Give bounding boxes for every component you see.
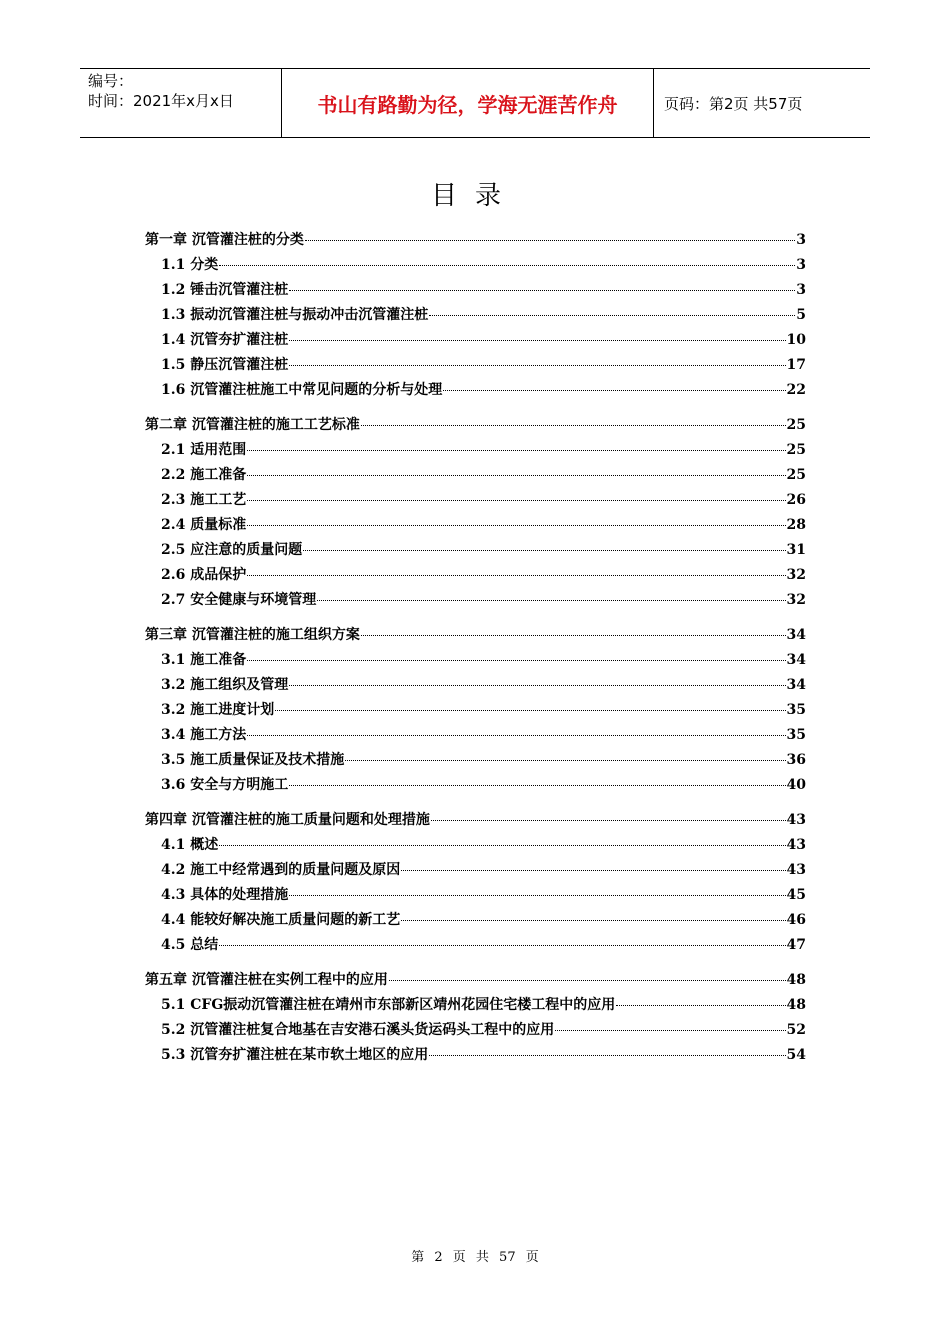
toc-section-entry[interactable] [145,489,806,514]
toc-entry-page: 36 [786,752,806,768]
toc-leader-dots [219,265,795,266]
toc-section-entry[interactable] [145,329,806,354]
toc-entry-label: 2.4 质量标准 [161,517,247,533]
toc-entry-page: 28 [786,517,806,533]
toc-chapter-entry[interactable] [145,809,806,834]
toc-section-entry[interactable] [145,724,806,749]
toc-leader-dots [389,980,786,981]
toc-entry-label: 1.5 静压沉管灌注桩 [161,357,289,373]
toc-leader-dots [443,390,785,391]
toc-leader-dots [429,315,795,316]
toc-section-entry[interactable] [145,674,806,699]
toc-entry-page: 52 [786,1022,806,1038]
toc-entry-label: 1.1 分类 [161,257,219,273]
toc-entry-page: 26 [786,492,806,508]
toc-section-entry[interactable] [145,699,806,724]
toc-section-entry[interactable] [145,304,806,329]
toc-leader-dots [247,660,785,661]
page-footer: 第 2 页 共 57 页 [411,1250,539,1265]
toc-section-entry[interactable] [145,439,806,464]
toc-section-entry[interactable] [145,464,806,489]
toc-entry-page: 48 [786,972,806,988]
toc-section-entry[interactable] [145,279,806,304]
toc-chapter-entry[interactable] [145,969,806,994]
toc-section-entry[interactable] [145,1019,806,1044]
toc-leader-dots [317,600,785,601]
header-page-info: 页码：第2页 共57页 [664,94,803,113]
toc-entry-label: 2.3 施工工艺 [161,492,247,508]
toc-leader-dots [247,450,785,451]
toc-section-entry[interactable] [145,589,806,614]
toc-leader-dots [303,550,785,551]
toc-leader-dots [289,340,785,341]
toc-entry-page: 10 [786,332,806,348]
toc-section-entry[interactable] [145,354,806,379]
toc-entry-label: 4.1 概述 [161,837,219,853]
toc-section-entry[interactable] [145,254,806,279]
toc-leader-dots [275,710,785,711]
toc-leader-dots [219,945,785,946]
toc-leader-dots [247,575,785,576]
header-meta [80,69,282,137]
toc-leader-dots [247,475,785,476]
toc-leader-dots [289,895,785,896]
toc-leader-dots [289,785,785,786]
toc-section-entry[interactable] [145,834,806,859]
toc-leader-dots [247,735,785,736]
toc-entry-page: 35 [786,727,806,743]
toc-entry-page: 25 [786,442,806,458]
toc-entry-page: 46 [786,912,806,928]
toc-entry-label: 第一章 沉管灌注桩的分类 [145,232,304,248]
toc-entry-label: 1.4 沉管夯扩灌注桩 [161,332,289,348]
toc-leader-dots [345,760,785,761]
toc-entry-label: 1.2 锤击沉管灌注桩 [161,282,289,298]
toc-leader-dots [429,1055,785,1056]
toc-entry-label: 第三章 沉管灌注桩的施工组织方案 [145,627,360,643]
toc-entry-page: 47 [786,937,806,953]
toc-entry-page: 32 [786,567,806,583]
toc-entry-page: 34 [786,627,806,643]
toc-entry-page: 3 [796,282,806,298]
toc-section-entry[interactable] [145,1044,806,1069]
toc-entry-label: 3.2 施工组织及管理 [161,677,289,693]
toc-entry-page: 25 [786,417,806,433]
toc-entry-label: 2.6 成品保护 [161,567,247,583]
toc-section-entry[interactable] [145,649,806,674]
toc-section-entry[interactable] [145,909,806,934]
toc-entry-label: 1.6 沉管灌注桩施工中常见问题的分析与处理 [161,382,443,398]
date-label: 时间：2021年x月x日 [88,92,234,110]
toc-entry-label: 第五章 沉管灌注桩在实例工程中的应用 [145,972,388,988]
toc-leader-dots [401,920,785,921]
header-motto: 书山有路勤为径，学海无涯苦作舟 [282,69,654,137]
toc-entry-label: 3.4 施工方法 [161,727,247,743]
toc-entry-page: 5 [796,307,806,323]
toc-chapter-entry[interactable] [145,624,806,649]
toc-entry-page: 34 [786,677,806,693]
toc-entry-label: 1.3 振动沉管灌注桩与振动冲击沉管灌注桩 [161,307,429,323]
toc-section-entry[interactable] [145,934,806,959]
toc-entry-page: 25 [786,467,806,483]
toc-section-entry[interactable] [145,539,806,564]
toc-entry-page: 31 [786,542,806,558]
toc-leader-dots [289,685,785,686]
toc-entry-page: 40 [786,777,806,793]
toc-entry-page: 17 [786,357,806,373]
toc-leader-dots [247,525,785,526]
toc-entry-label: 3.5 施工质量保证及技术措施 [161,752,345,768]
toc-entry-label: 2.7 安全健康与环境管理 [161,592,317,608]
toc-section-entry[interactable] [145,564,806,589]
toc-entry-page: 3 [796,257,806,273]
toc-leader-dots [361,635,786,636]
document-header [80,68,870,138]
toc-leader-dots [616,1005,785,1006]
toc-entry-label: 2.2 施工准备 [161,467,247,483]
toc-section-entry[interactable] [145,859,806,884]
toc-leader-dots [361,425,786,426]
toc-leader-dots [247,500,785,501]
toc-chapter-entry[interactable] [145,414,806,439]
toc-entry-label: 5.3 沉管夯扩灌注桩在某市软土地区的应用 [161,1047,429,1063]
toc-leader-dots [219,845,785,846]
toc-title: 目录 [430,181,519,211]
toc-leader-dots [555,1030,785,1031]
toc-leader-dots [289,290,795,291]
toc-section-entry[interactable] [145,884,806,909]
toc-section-entry[interactable] [145,749,806,774]
number-label: 编号： [88,72,134,90]
toc-section-entry[interactable] [145,514,806,539]
toc-entry-label: 5.1 CFG振动沉管灌注桩在靖州市东部新区靖州花园住宅楼工程中的应用 [161,997,616,1013]
toc-entry-label: 2.1 适用范围 [161,442,247,458]
toc-entry-page: 32 [786,592,806,608]
toc-entry-page: 43 [786,837,806,853]
toc-entry-label: 4.4 能较好解决施工质量问题的新工艺 [161,912,401,928]
toc-entry-page: 35 [786,702,806,718]
toc-entry-label: 5.2 沉管灌注桩复合地基在吉安港石溪头货运码头工程中的应用 [161,1022,555,1038]
toc-entry-label: 第二章 沉管灌注桩的施工工艺标准 [145,417,360,433]
toc-entry-page: 43 [786,812,806,828]
toc-entry-label: 3.1 施工准备 [161,652,247,668]
toc-entry-page: 45 [786,887,806,903]
toc-entry-label: 3.2 施工进度计划 [161,702,275,718]
toc-entry-label: 3.6 安全与方明施工 [161,777,289,793]
toc-section-entry[interactable] [145,994,806,1019]
toc-chapter-entry[interactable] [145,229,806,254]
toc-entry-page: 54 [786,1047,806,1063]
table-of-contents [145,229,806,1069]
toc-leader-dots [305,240,795,241]
toc-entry-label: 4.5 总结 [161,937,219,953]
toc-entry-label: 4.3 具体的处理措施 [161,887,289,903]
toc-leader-dots [289,365,785,366]
toc-entry-label: 2.5 应注意的质量问题 [161,542,303,558]
toc-entry-label: 4.2 施工中经常遇到的质量问题及原因 [161,862,401,878]
toc-entry-label: 第四章 沉管灌注桩的施工质量问题和处理措施 [145,812,430,828]
toc-entry-page: 3 [796,232,806,248]
toc-entry-page: 43 [786,862,806,878]
toc-section-entry[interactable] [145,379,806,404]
toc-section-entry[interactable] [145,774,806,799]
toc-leader-dots [431,820,786,821]
toc-entry-page: 34 [786,652,806,668]
toc-entry-page: 48 [786,997,806,1013]
toc-entry-page: 22 [786,382,806,398]
toc-leader-dots [401,870,785,871]
